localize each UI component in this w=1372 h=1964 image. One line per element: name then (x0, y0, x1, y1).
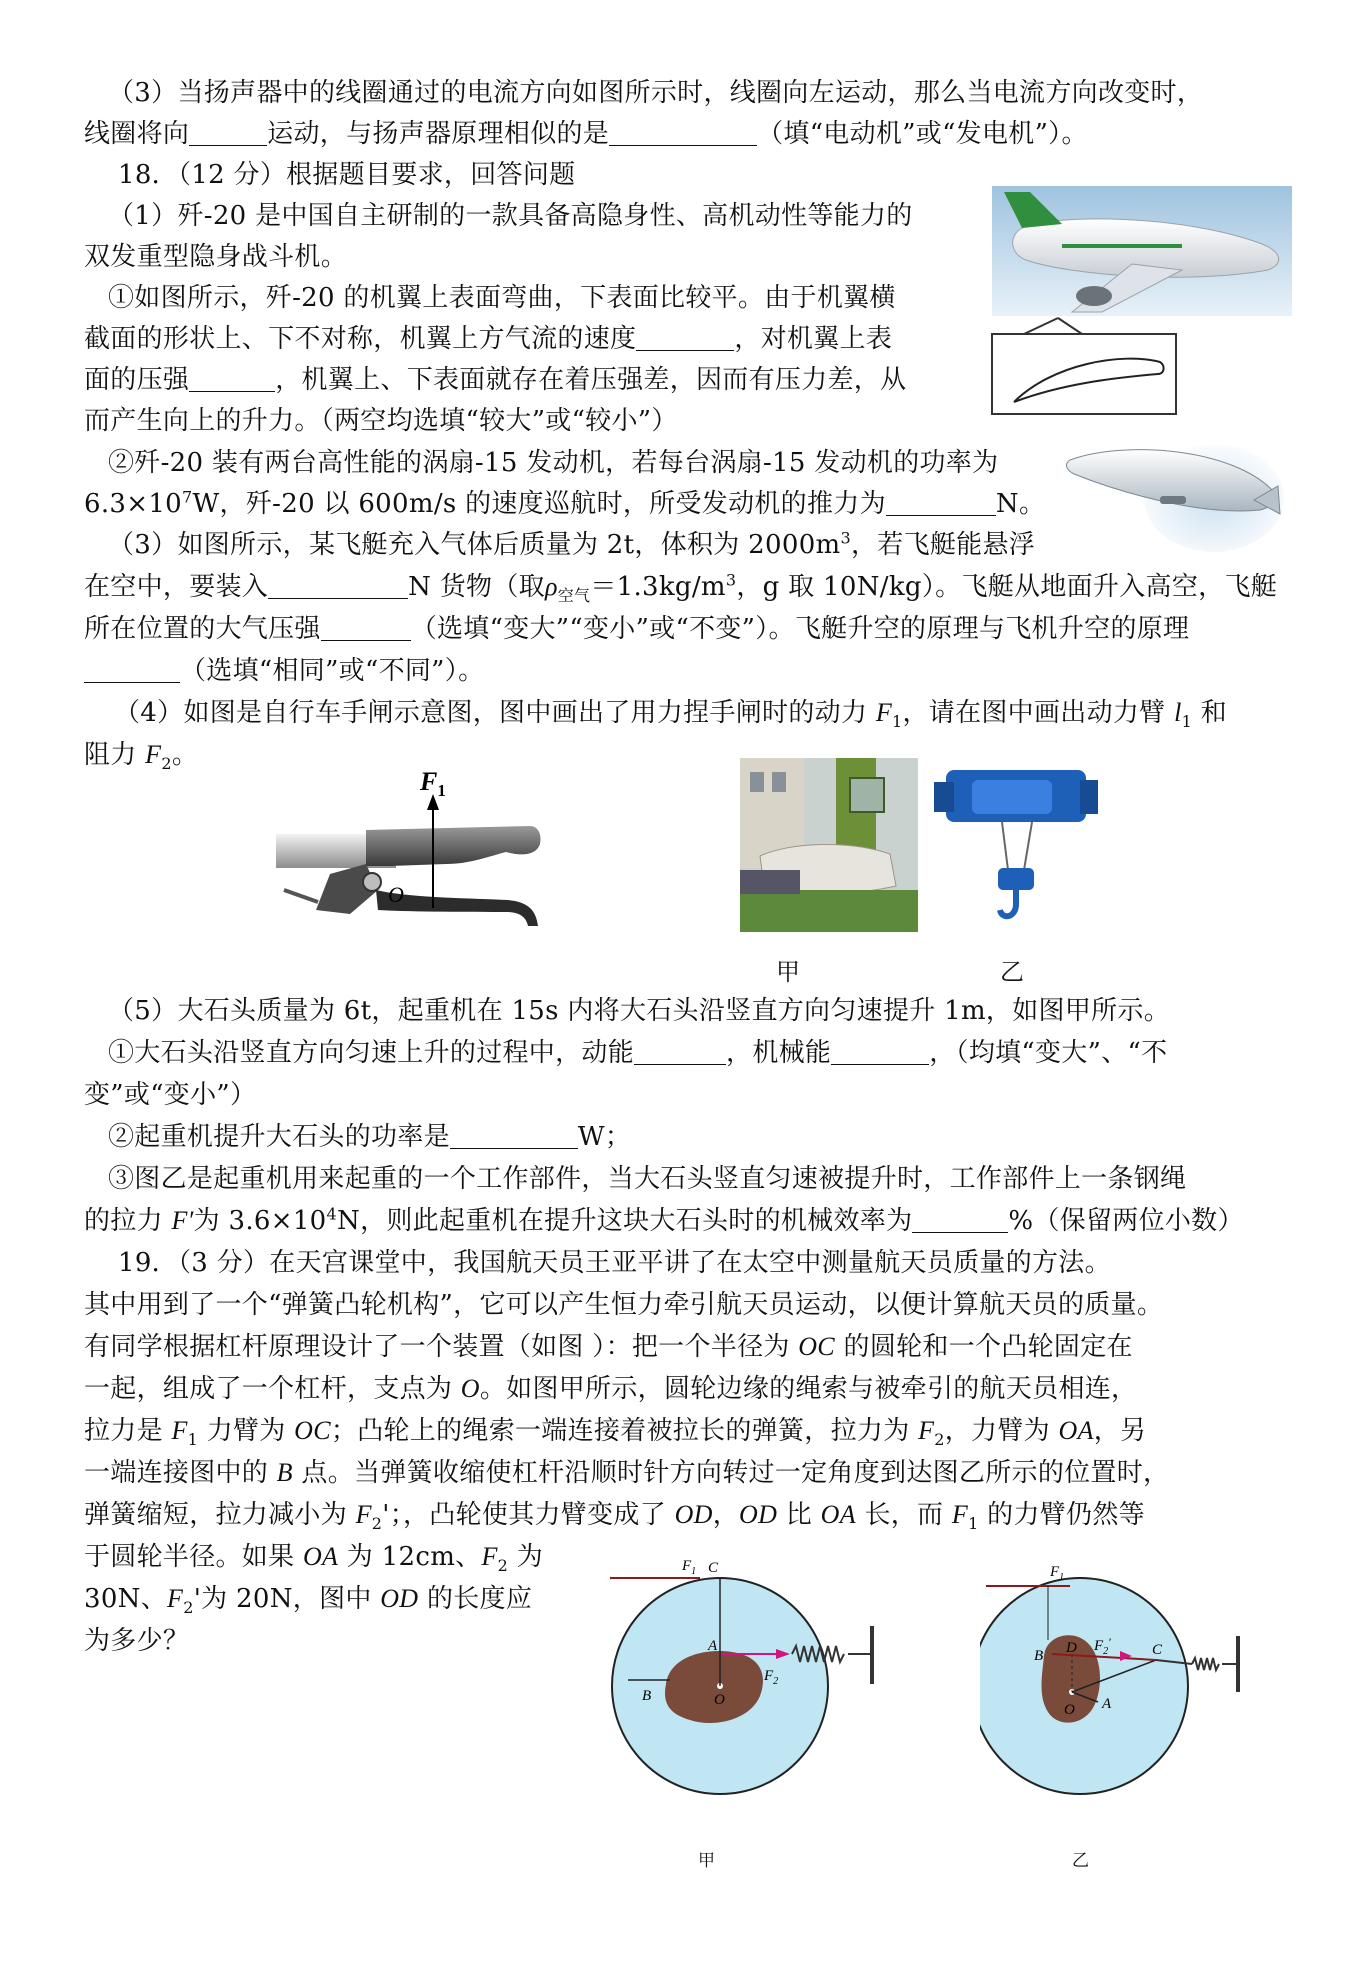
text: ，g 取 10N/kg）。飞艇从地面升入高空，飞艇 (736, 572, 1278, 602)
q18-2-line2 (84, 487, 1045, 521)
text: 弹簧缩短，拉力减小为 (84, 1500, 356, 1530)
text: 为 3.6×10 (193, 1206, 327, 1236)
brake-lever-figure (270, 760, 560, 940)
subscript: 1 (1181, 712, 1193, 732)
q18-title (118, 158, 575, 192)
q19-line9 (84, 1582, 532, 1616)
crane-stone-photo (740, 758, 918, 932)
label-c: C (1152, 1642, 1163, 1658)
f1-arrowhead (610, 1573, 614, 1583)
math-var: OA (820, 1500, 856, 1529)
text: W； (577, 1122, 632, 1152)
text: ，请在图中画出动力臂 (902, 698, 1175, 728)
text: 18．（12 分）根据题目要求，回答问题 (118, 160, 576, 190)
caption-jia: 甲 (776, 958, 800, 986)
text: ＝1.3kg/m (590, 572, 726, 602)
q18-3-line3 (84, 612, 1189, 646)
f1-label: $F_1$ (420, 767, 446, 800)
label-a: A (708, 1638, 718, 1654)
answer-blank[interactable] (268, 572, 408, 599)
q17-3-line2 (84, 117, 1088, 151)
text: 的力臂仍然等 (978, 1500, 1145, 1530)
q18-4-line1 (114, 696, 1227, 730)
text: 运动，与扬声器原理相似的是 (267, 119, 610, 149)
q19-line6 (84, 1456, 1169, 1490)
math-var: OD (674, 1500, 713, 1529)
text: 6.3×10 (84, 489, 183, 519)
q18-5-line3 (84, 1078, 256, 1112)
text: 其中用到了一个“弹簧凸轮机构”，它可以产生恒力牵引航天员运动，以便计算航天员的质量。 (84, 1290, 1164, 1320)
text: 一端连接图中的 (84, 1458, 277, 1488)
text: ， (712, 1500, 740, 1530)
livery-stripe (1062, 244, 1182, 248)
q18-3-line1 (108, 528, 1035, 562)
subscript: 2 (497, 1556, 509, 1576)
q18-5-line1 (108, 994, 1170, 1028)
text: 为 12cm、 (338, 1542, 482, 1572)
math-var: OA (302, 1542, 339, 1571)
pivot-bolt (363, 873, 381, 891)
q18-5-line2 (108, 1036, 1167, 1070)
airship-figure (1064, 434, 1284, 552)
hoist-drum (972, 780, 1052, 814)
text: 和 (1192, 698, 1227, 728)
q18-3-line4 (84, 654, 484, 688)
answer-blank[interactable] (321, 614, 411, 641)
text: 有同学根据杠杆原理设计了一个装置（如图 ）：把一个半径为 (84, 1332, 799, 1362)
answer-blank[interactable] (831, 1038, 929, 1065)
text: 力臂为 (198, 1416, 295, 1446)
text: W，歼-20 以 600m/s 的速度巡航时，所受发动机的推力为 (192, 489, 886, 519)
q18-3-line2 (84, 570, 1277, 604)
answer-blank[interactable] (84, 656, 180, 683)
math-var: F′ (171, 1206, 194, 1235)
hoist-motor (934, 782, 954, 812)
subscript: 1 (187, 1430, 199, 1450)
subscript: 1 (892, 712, 903, 732)
math-var: OD (739, 1500, 778, 1529)
q19-line7 (84, 1498, 1145, 1532)
math-var: OC (798, 1332, 835, 1361)
q19-line10 (84, 1624, 189, 1658)
text: %（保留两位小数） (1008, 1206, 1244, 1236)
text: 比 (777, 1500, 821, 1530)
callout-line (992, 318, 1058, 334)
text: ②起重机提升大石头的功率是 (108, 1122, 450, 1152)
text: ①大石头沿竖直方向匀速上升的过程中，动能 (108, 1038, 635, 1068)
math-var: F (918, 1416, 935, 1445)
math-var: F (171, 1416, 188, 1445)
subscript: 2 (183, 1598, 194, 1618)
text: 面的压强 (84, 365, 190, 395)
caption-lever-jia: 甲 (698, 1851, 715, 1871)
q18-5-line4 (108, 1120, 631, 1154)
handle-grip (366, 826, 541, 866)
text: N，则此起重机在提升这块大石头时的机械效率为 (337, 1206, 913, 1236)
text: N 货物（取 (408, 572, 545, 602)
spring (1192, 1658, 1219, 1670)
text: 双发重型隐身战斗机。 (84, 242, 348, 272)
q18-1-line1 (108, 199, 913, 233)
answer-blank[interactable] (189, 119, 267, 146)
label-a: A (1102, 1696, 1112, 1712)
text: 30N、 (84, 1584, 168, 1614)
q19-line4 (84, 1372, 1137, 1406)
q19-line8 (84, 1540, 543, 1574)
answer-blank[interactable] (450, 1122, 578, 1149)
window (750, 772, 764, 792)
text: 的圆轮和一个凸轮固定在 (834, 1332, 1133, 1362)
text: '为 20N，图中 (193, 1584, 381, 1614)
q18-1-line6 (84, 404, 678, 438)
text: （选填“变大”“变小”或“不变”）。飞艇升空的原理与飞机升空的原理 (410, 614, 1190, 644)
text: 的拉力 (84, 1206, 172, 1236)
label-c: C (708, 1560, 719, 1576)
q19-line3 (84, 1330, 1133, 1364)
text: （3）当扬声器中的线圈通过的电流方向如图所示时，线圈向左运动，那么当电流方向改变时， (108, 78, 1204, 108)
math-var: F (145, 740, 162, 769)
airplane-wing-figure (982, 184, 1294, 418)
text: 变”或“变小”） (84, 1080, 257, 1110)
text: （选填“相同”或“不同”）。 (180, 656, 485, 686)
rho-symbol: ρ (544, 572, 558, 601)
math-var: F (355, 1500, 372, 1529)
superscript: 3 (840, 528, 851, 548)
text: 的长度应 (418, 1584, 533, 1614)
q18-1-line2 (84, 240, 347, 274)
answer-blank[interactable] (912, 1206, 1008, 1233)
text: 于圆轮半径。如果 (84, 1542, 303, 1572)
superscript: 7 (182, 487, 193, 507)
text: ，另 (1093, 1416, 1147, 1446)
q18-5-line5 (108, 1162, 1186, 1196)
answer-blank[interactable] (609, 119, 757, 146)
text: 而产生向上的升力。（两空均选填“较大”或“较小”） (84, 406, 678, 436)
q18-2-line1 (108, 446, 998, 480)
math-var: OD (380, 1584, 419, 1613)
q17-3-line1 (108, 76, 1203, 110)
text: ②歼-20 装有两台高性能的涡扇-15 发动机，若每台涡扇-15 发动机的功率为 (108, 448, 999, 478)
label-o: O (714, 1692, 725, 1708)
text: 在空中，要装入 (84, 572, 269, 602)
text: （5）大石头质量为 6t，起重机在 15s 内将大石头沿竖直方向匀速提升 1m，如图甲所示。 (108, 996, 1171, 1026)
answer-blank[interactable] (886, 489, 996, 516)
superscript: 3 (725, 570, 737, 590)
subscript: 2 (161, 754, 172, 774)
text: ；凸轮上的绳索一端连接着被拉长的弹簧，拉力为 (330, 1416, 919, 1446)
text: 。如图甲所示，圆轮边缘的绳索与被牵引的航天员相连， (479, 1374, 1138, 1404)
label-d: D (1066, 1640, 1077, 1656)
math-var: OC (294, 1416, 331, 1445)
text: 19．（3 分）在天宫课堂中，我国航天员王亚平讲了在太空中测量航天员质量的方法。 (118, 1248, 1111, 1278)
superscript: 4 (326, 1204, 338, 1224)
label-o: O (1064, 1702, 1075, 1718)
text: 所在位置的大气压强 (84, 614, 321, 644)
math-var: OA (1058, 1416, 1094, 1445)
callout-line (1058, 318, 1082, 334)
subscript: 2 (371, 1514, 383, 1534)
hook-block (998, 868, 1034, 890)
math-var: F (875, 698, 892, 727)
fig-label: $F_2$ (764, 1668, 779, 1687)
text: （3）如图所示，某飞艇充入气体后质量为 2t，体积为 2000m (108, 530, 841, 560)
hoist-gearbox (1080, 780, 1098, 814)
fig-label: $F_1$ (1050, 1564, 1065, 1583)
text: 截面的形状上、下不对称，机翼上方气流的速度 (84, 324, 637, 354)
q19-line1 (118, 1246, 1111, 1280)
hoist-photo (932, 752, 1100, 932)
q18-1-line3 (108, 281, 896, 315)
crane-cab (850, 778, 884, 812)
text: ，对机翼上表 (734, 324, 893, 354)
q19-line5 (84, 1414, 1146, 1448)
engine (1076, 286, 1112, 306)
q18-1-line5 (84, 363, 906, 397)
math-var: B (276, 1458, 293, 1487)
q18-5-line6 (84, 1204, 1244, 1238)
math-var: l (1174, 698, 1182, 727)
text: N。 (995, 489, 1046, 519)
math-var: F (951, 1500, 969, 1529)
brake-cable (284, 890, 318, 902)
text: ①如图所示，歼-20 的机翼上表面弯曲，下表面比较平。由于机翼横 (108, 283, 896, 313)
text: ，若飞艇能悬浮 (850, 530, 1036, 560)
text: 拉力是 (84, 1416, 172, 1446)
label-b: B (642, 1688, 652, 1704)
answer-blank[interactable] (189, 365, 275, 392)
math-var: F (481, 1542, 498, 1571)
text: ，（均填“变大”、“不 (929, 1038, 1168, 1068)
gondola (1160, 496, 1186, 504)
answer-blank[interactable] (634, 1038, 726, 1065)
text: 长，而 (855, 1500, 952, 1530)
fig-label: $F_1$ (682, 1558, 697, 1577)
subscript: 1 (968, 1514, 979, 1534)
window (772, 772, 786, 792)
math-var: F (167, 1584, 184, 1613)
subscript: 空气 (557, 586, 591, 606)
q18-1-line4 (84, 322, 892, 356)
answer-blank[interactable] (636, 324, 734, 351)
caption-yi: 乙 (1000, 958, 1024, 986)
grass (740, 890, 918, 932)
text: （1）歼-20 是中国自主研制的一款具备高隐身性、高机动性等能力的 (108, 201, 913, 231)
fig-label: $F_2'$ (1094, 1635, 1111, 1657)
text: 一起，组成了一个杠杆，支点为 (84, 1374, 461, 1404)
text: 。 (171, 740, 199, 770)
pivot-o-label: O (388, 882, 404, 907)
lever-figure-jia (610, 1556, 910, 1826)
text: ③图乙是起重机用来起重的一个工作部件，当大石头竖直匀速被提升时，工作部件上一条钢绳 (108, 1164, 1187, 1194)
text: '；，凸轮使其力臂变成了 (382, 1500, 675, 1530)
text: ，机械能 (726, 1038, 832, 1068)
lever-figure-yi (980, 1556, 1280, 1826)
text: 阻力 (84, 740, 146, 770)
caption-lever-yi: 乙 (1072, 1851, 1089, 1871)
math-var: O (460, 1374, 480, 1403)
q19-line2 (84, 1288, 1163, 1322)
text: 为多少？ (84, 1626, 190, 1656)
text: ，力臂为 (944, 1416, 1059, 1446)
text: 为 (508, 1542, 544, 1572)
text: （填“电动机”或“发电机”）。 (757, 119, 1088, 149)
text: 线圈将向 (84, 119, 190, 149)
q18-4-line2 (84, 738, 198, 772)
text: （4）如图是自行车手闸示意图，图中画出了用力捏手闸时的动力 (114, 698, 876, 728)
label-b: B (1034, 1648, 1044, 1664)
text: 点。当弹簧收缩使杠杆沿顺时针方向转过一定角度到达图乙所示的位置时， (292, 1458, 1170, 1488)
truck (740, 870, 800, 894)
subscript: 2 (934, 1430, 945, 1450)
text: ，机翼上、下表面就存在着压强差，因而有压力差，从 (275, 365, 907, 395)
